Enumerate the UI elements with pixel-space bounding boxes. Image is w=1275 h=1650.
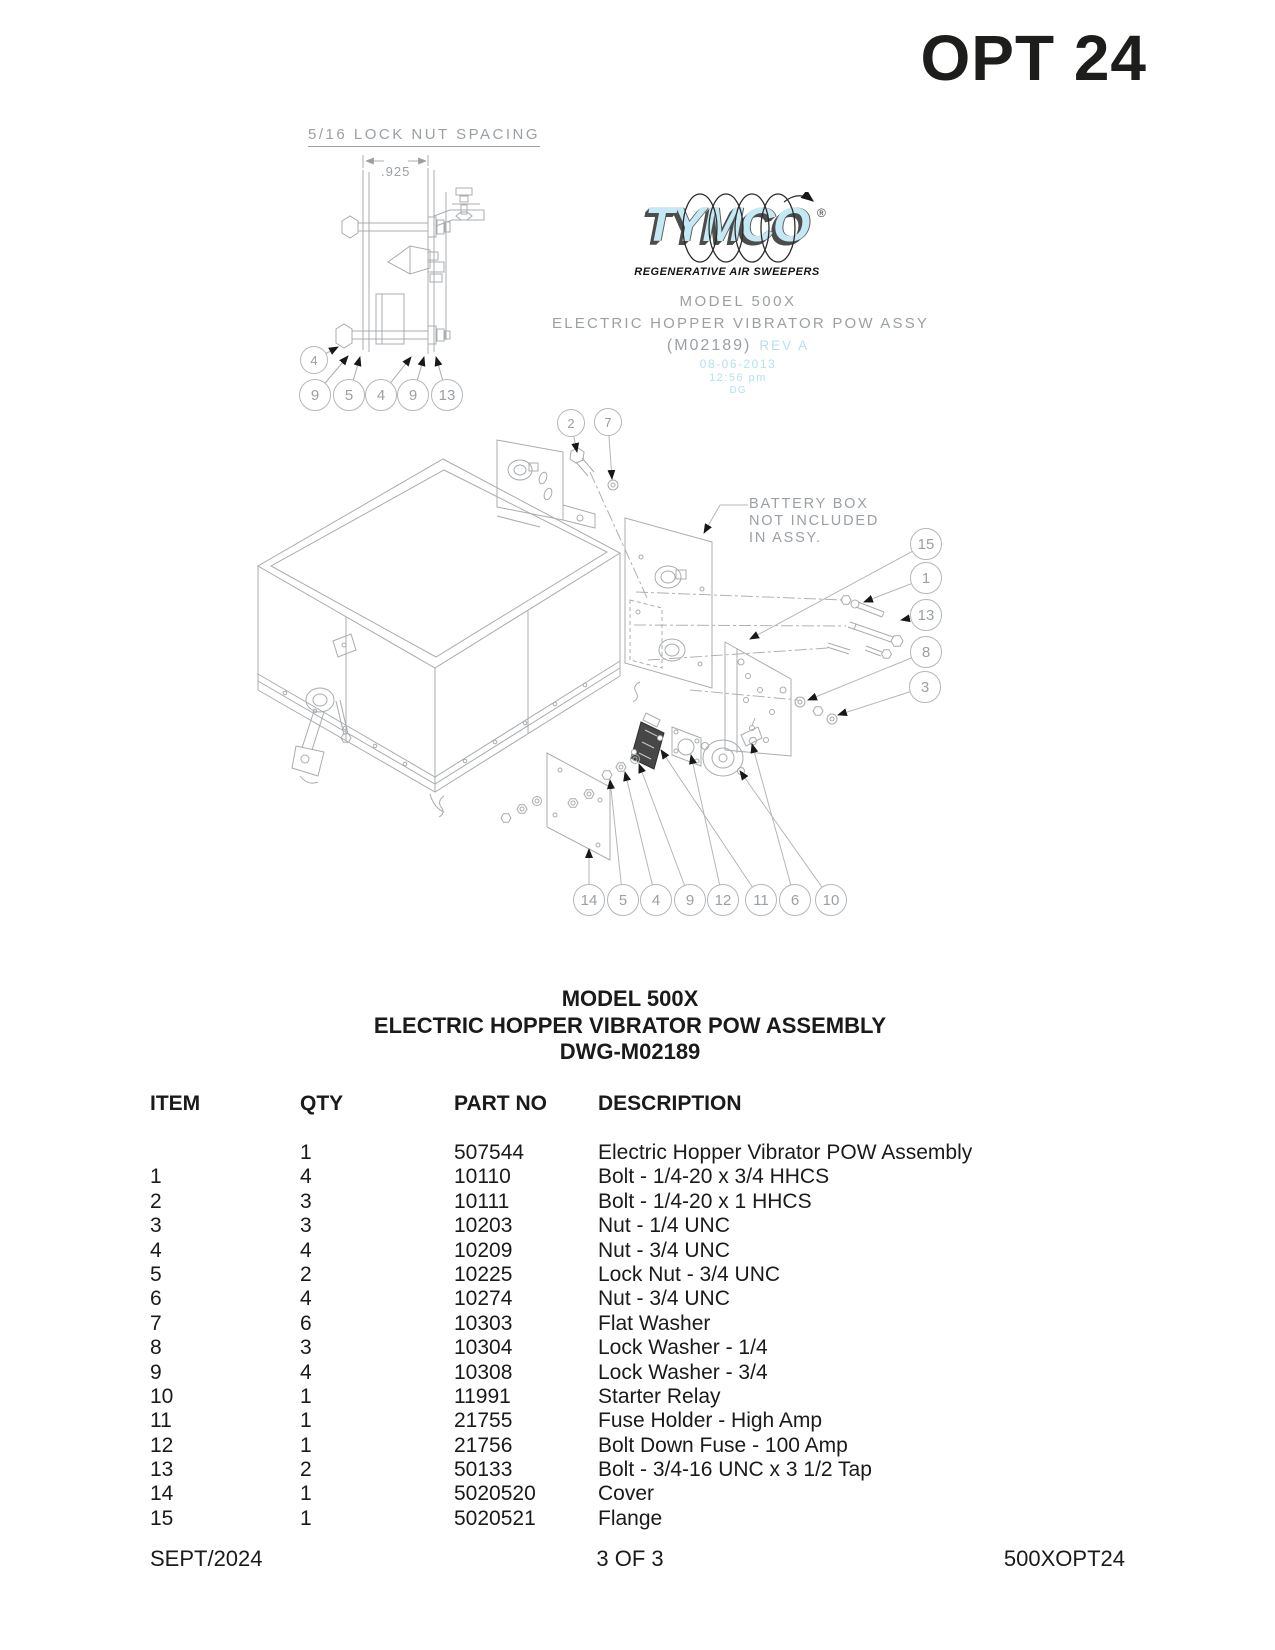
- drawing-stamp: [552, 291, 930, 397]
- balloon-4: 4: [300, 346, 328, 374]
- cell-desc: Lock Nut - 3/4 UNC: [598, 1262, 781, 1286]
- cell-part: 21755: [454, 1409, 513, 1433]
- detail-callout-title: 5/16 LOCK NUT SPACING: [308, 126, 540, 147]
- cell-qty: 4: [300, 1360, 312, 1384]
- balloon-8: 8: [910, 636, 942, 668]
- cell-item: 13: [150, 1458, 174, 1482]
- cell-item: 15: [150, 1506, 174, 1530]
- table-row: [150, 1141, 1160, 1165]
- drawing-title-block: [0, 986, 1260, 1066]
- cell-qty: 2: [300, 1458, 312, 1482]
- title-dwg: DWG-M02189: [559, 1039, 701, 1064]
- table-row: [150, 1190, 1160, 1214]
- parts-table-header: [150, 1092, 1110, 1116]
- cell-desc: Cover: [598, 1482, 655, 1506]
- balloon-13: 13: [910, 599, 942, 631]
- cell-part: 10274: [454, 1287, 513, 1311]
- cell-part: 10303: [454, 1311, 513, 1335]
- cell-desc: Nut - 1/4 UNC: [598, 1214, 730, 1238]
- cell-desc: Starter Relay: [598, 1384, 721, 1408]
- col-header-item: ITEM: [150, 1092, 201, 1115]
- cell-desc: Lock Washer - 1/4: [598, 1336, 768, 1360]
- stamp-model: MODEL 500X: [679, 293, 797, 310]
- cell-item: 11: [150, 1409, 172, 1433]
- cell-qty: 4: [300, 1165, 312, 1189]
- cover-plate: [501, 753, 640, 860]
- stamp-dwg-number: [552, 335, 924, 357]
- balloon-9: 9: [674, 884, 706, 916]
- table-row: [150, 1336, 1160, 1360]
- table-row: [150, 1507, 1160, 1531]
- page-title: OPT 24: [920, 22, 1147, 94]
- cell-part: 10110: [454, 1165, 511, 1189]
- table-row: [150, 1482, 1160, 1506]
- brand-tagline: REGENERATIVE AIR SWEEPERS: [634, 266, 820, 278]
- brand-wordmark: TYMCO: [645, 199, 809, 252]
- table-row: [150, 1385, 1160, 1409]
- cell-desc: Nut - 3/4 UNC: [598, 1238, 730, 1262]
- cell-item: 9: [150, 1360, 162, 1384]
- balloon-9: 9: [397, 379, 429, 411]
- cell-item: 3: [150, 1214, 162, 1238]
- balloon-3: 3: [909, 671, 941, 703]
- cell-qty: 4: [300, 1287, 312, 1311]
- cell-desc: Flat Washer: [598, 1311, 711, 1335]
- table-row: [150, 1263, 1160, 1287]
- cell-item: 1: [150, 1165, 162, 1189]
- cell-qty: 3: [300, 1336, 312, 1360]
- cell-part: 10304: [454, 1336, 513, 1360]
- stamp-date: 08-06-2013: [699, 357, 777, 371]
- cell-qty: 1: [300, 1409, 312, 1433]
- battery-box-note: [749, 496, 879, 547]
- tymco-logo: [612, 192, 852, 292]
- cell-item: 6: [150, 1287, 162, 1311]
- cell-qty: 1: [300, 1433, 312, 1457]
- balloon-7: 7: [594, 408, 622, 436]
- cell-item: 4: [150, 1238, 162, 1262]
- cell-qty: 1: [300, 1141, 312, 1164]
- title-model: MODEL 500X: [561, 986, 699, 1011]
- table-row: [150, 1287, 1160, 1311]
- cell-qty: 4: [300, 1238, 312, 1262]
- cell-desc: Lock Washer - 3/4: [598, 1360, 768, 1384]
- cell-qty: 2: [300, 1262, 312, 1286]
- table-row: [150, 1214, 1160, 1238]
- cell-desc: Bolt Down Fuse - 100 Amp: [598, 1433, 848, 1457]
- balloon-14: 14: [573, 884, 605, 916]
- registered-trademark-icon: ®: [817, 206, 826, 220]
- cell-part: 10111: [454, 1189, 510, 1213]
- table-row: [150, 1239, 1160, 1263]
- cell-desc: Electric Hopper Vibrator POW Assembly: [598, 1141, 973, 1164]
- cell-part: 10308: [454, 1360, 513, 1384]
- table-row: [150, 1458, 1160, 1482]
- leader-lines: [571, 422, 926, 900]
- cell-part: 11991: [454, 1384, 511, 1408]
- cell-part: 50133: [454, 1458, 513, 1482]
- table-row: [150, 1434, 1160, 1458]
- balloon-5: 5: [333, 379, 365, 411]
- cell-item: 5: [150, 1262, 162, 1286]
- cell-part: 10203: [454, 1214, 513, 1238]
- cell-qty: 6: [300, 1311, 312, 1335]
- cell-desc: Bolt - 3/4-16 UNC x 3 1/2 Tap: [598, 1458, 872, 1482]
- balloon-10: 10: [815, 884, 847, 916]
- stamp-initials: DG: [729, 385, 747, 396]
- hub-plate: [625, 518, 712, 702]
- table-row: [150, 1361, 1160, 1385]
- cell-item: 10: [150, 1384, 174, 1408]
- cell-part: 5020520: [454, 1482, 536, 1506]
- cell-qty: 1: [300, 1482, 312, 1506]
- balloon-4: 4: [640, 884, 672, 916]
- cell-desc: Bolt - 1/4-20 x 1 HHCS: [598, 1189, 812, 1213]
- cell-desc: Flange: [598, 1506, 663, 1530]
- revision-label: REV A: [759, 338, 810, 353]
- footer-doc-code: 500XOPT24: [1003, 1546, 1125, 1571]
- balloon-2: 2: [557, 409, 585, 437]
- note-line: IN ASSY.: [749, 530, 822, 546]
- cell-part: 507544: [454, 1141, 525, 1164]
- balloon-15: 15: [910, 528, 942, 560]
- footer-date: SEPT/2024: [150, 1546, 263, 1571]
- cell-item: 12: [150, 1433, 174, 1457]
- cell-item: 7: [150, 1311, 162, 1335]
- stamp-assembly-name: ELECTRIC HOPPER VIBRATOR POW ASSY: [552, 315, 930, 332]
- note-line: NOT INCLUDED: [749, 513, 880, 529]
- table-row: [150, 1165, 1160, 1189]
- cell-part: 21756: [454, 1433, 513, 1457]
- footer-page-number: 3 OF 3: [596, 1546, 664, 1571]
- dwg-number: (M02189): [666, 337, 752, 354]
- cell-qty: 1: [300, 1384, 312, 1408]
- balloon-4: 4: [365, 379, 397, 411]
- cell-qty: 3: [300, 1189, 312, 1213]
- balloon-6: 6: [779, 884, 811, 916]
- cell-desc: Nut - 3/4 UNC: [598, 1287, 730, 1311]
- cell-part: 10225: [454, 1262, 513, 1286]
- col-header-partno: PART NO: [454, 1092, 547, 1115]
- cell-item: 8: [150, 1336, 162, 1360]
- stamp-time: 12:56 pm: [709, 372, 767, 384]
- balloon-5: 5: [607, 884, 639, 916]
- balloon-12: 12: [707, 884, 739, 916]
- note-line: BATTERY BOX: [749, 496, 869, 512]
- col-header-description: DESCRIPTION: [598, 1092, 742, 1115]
- cell-part: 10209: [454, 1238, 513, 1262]
- hardware-bolts: [795, 596, 903, 724]
- cell-qty: 3: [300, 1214, 312, 1238]
- dimension-label: .925: [381, 164, 411, 179]
- col-header-qty: QTY: [300, 1092, 344, 1115]
- balloon-1: 1: [910, 562, 942, 594]
- mounting-bracket: [497, 440, 595, 528]
- page-footer: [0, 1546, 1275, 1574]
- balloon-11: 11: [745, 884, 777, 916]
- balloon-9: 9: [299, 379, 331, 411]
- balloon-13: 13: [431, 379, 463, 411]
- cell-item: 2: [150, 1189, 162, 1213]
- table-row: [150, 1312, 1160, 1336]
- bolt-down-fuse: [672, 727, 701, 766]
- cell-desc: Bolt - 1/4-20 x 3/4 HHCS: [598, 1165, 830, 1189]
- parts-table: [150, 1141, 1160, 1531]
- cell-desc: Fuse Holder - High Amp: [598, 1409, 823, 1433]
- flange-plate: [725, 642, 791, 756]
- title-assembly: ELECTRIC HOPPER VIBRATOR POW ASSEMBLY: [373, 1012, 887, 1038]
- cell-qty: 1: [300, 1506, 312, 1530]
- lock-nut-spacing-detail: [314, 155, 484, 395]
- cell-item: 14: [150, 1482, 174, 1506]
- cell-part: 5020521: [454, 1506, 536, 1530]
- table-row: [150, 1409, 1160, 1433]
